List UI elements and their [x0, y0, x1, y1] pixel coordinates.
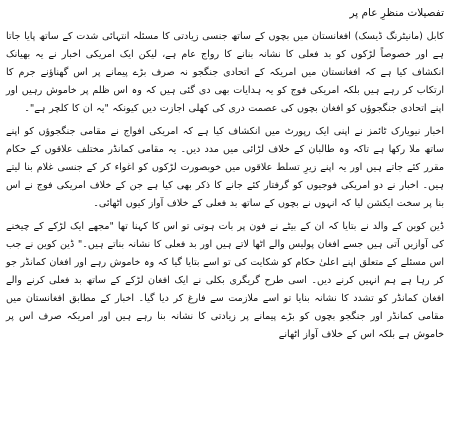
article-paragraph-1: کابل (مانیٹرنگ ڈیسک) افغانستان میں بچوں کے ساتھ جنسی زیادتی کا مسئلہ انتہائی شدت کے ساتھ پایا جاتا ہے اور خصوصاً لڑکوں کو بد فعلی کا نشانہ بنانے کا رواج عام ہے، لیکن ایک امریکی اخبار نے یہ بھیانک انکشاف کیا ہے کہ افغانستان میں امریکہ کے اتحادی جنگجو نہ صرف بڑے پیمانے پر اس گھناؤنے جرم کا ارتکاب کر رہے ہیں بلکہ امریکی فوج کو یہ ہدایات بھی دی گئی ہیں کہ وہ اس ظلم پر خاموش رہیں اور اپنے اتحادی جنگجوؤں کو افغان بچوں کی عصمت دری کی کھلی اجازت دیں کیونکہ "یہ ان کا کلچر ہے"۔: [6, 31, 444, 114]
article-paragraph-3: ڈین کوین کے والد نے بتایا کہ ان کے بیٹے نے فون پر بات ہوتی تو اس کا کہنا تھا "مجھے ایک لڑکے کے چیخنے کی آوازیں آتی ہیں جسے افغان پولیس والے اٹھا لاتے ہیں اور بد فعلی کا نشانہ بناتے ہیں۔" ڈین کوین نے جب اس مسئلے کے متعلق اپنے اعلیٰ حکام کو شکایت کی تو اسے بتایا گیا کہ وہ خاموش رہے اور افغان کمانڈر جو کر رہا ہے ہم انہیں کرنے دیں۔ اسی طرح گریگری بکلی نے ایک افغان لڑکے کے ساتھ بد فعلی کرنے والے افغان کمانڈر کو تشدد کا نشانہ بنایا تو اسے ملازمت سے فارغ کر دیا گیا۔ اخبار کے مطابق افغانستان میں مقامی کمانڈر اور جنگجو بچوں کو بڑے پیمانے پر زیادتی کا نشانہ بنا رہے ہیں اور امریکہ صرف اس پر خاموش ہے بلکہ اس کے خلاف آواز اٹھانے: [6, 221, 444, 340]
article-paragraph-2: اخبار نیویارک ٹائمز نے اپنی ایک رپورٹ میں انکشاف کیا ہے کہ امریکی افواج نے مقامی جنگجوؤں کو اپنے ساتھ ملا رکھا ہے تاکہ وہ طالبان کے خلاف لڑائی میں مدد دیں۔ یہ مقامی کمانڈر مختلف علاقوں کے حکام مقرر کئے جاتے ہیں اور یہ اپنے زیرِ تسلط علاقوں میں خوبصورت لڑکوں کو اغواء کر کے جنسی غلام بنا لیتے ہیں۔ اخبار نے دو امریکی فوجیوں کو گرفتار کئے جانے کا ذکر بھی کیا ہے جن کے خلاف امریکی فوج نے اس بنا پر سخت ایکشن لیا کہ انہوں نے بچوں کے ساتھ بد فعلی کے خلاف آواز کیوں اٹھائی۔: [6, 126, 444, 209]
article-heading: تفصیلات منظرِ عام پر: [349, 7, 444, 19]
